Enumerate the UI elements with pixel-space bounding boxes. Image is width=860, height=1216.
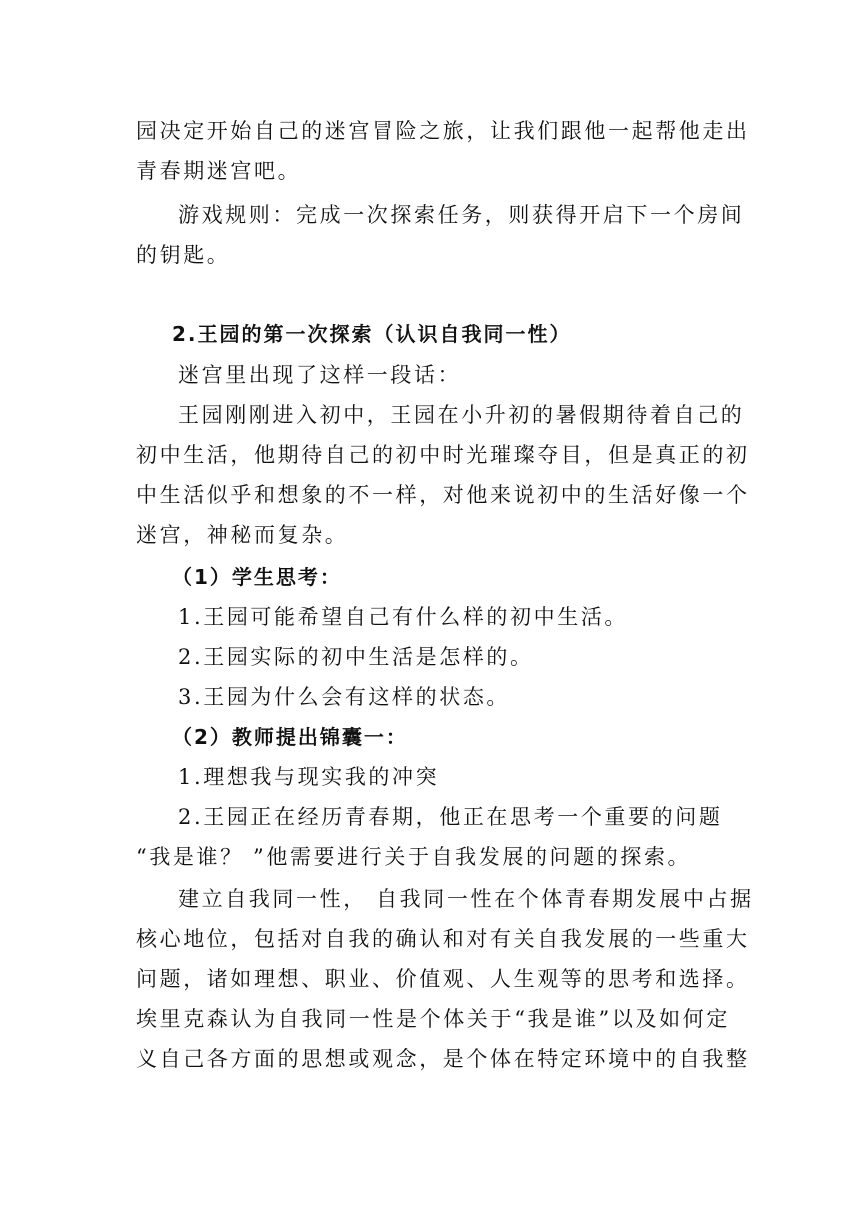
identity-line-4: 埃里克森认为自我同一性是个体关于“我是谁”以及如何定	[136, 1007, 730, 1031]
rules-line-1: 游戏规则：完成一次探索任务，则获得开启下一个房间	[178, 203, 745, 227]
story-line-4: 迷宫，神秘而复杂。	[136, 523, 349, 547]
section-heading: 2.王园的第一次探索（认识自我同一性）	[172, 322, 572, 346]
sub2-item-3: “我是谁？ ”他需要进行关于自我发展的问题的探索。	[136, 845, 692, 869]
rules-line-2: 的钥匙。	[136, 243, 231, 267]
sub1-item-3: 3.王园为什么会有这样的状态。	[178, 685, 511, 709]
identity-line-1: 建立自我同一性， 自我同一性在个体青春期发展中占据	[178, 887, 754, 911]
sub2-heading: （2）教师提出锦囊一：	[172, 725, 408, 749]
intro-line-1: 园决定开始自己的迷宫冒险之旅，让我们跟他一起帮他走出	[136, 119, 750, 143]
sub2-item-1: 1.理想我与现实我的冲突	[178, 765, 440, 789]
identity-line-2: 核心地位，包括对自我的确认和对有关自我发展的一些重大	[136, 927, 750, 951]
story-line-3: 中生活似乎和想象的不一样，对他来说初中的生活好像一个	[136, 483, 750, 507]
intro-line-2: 青春期迷宫吧。	[136, 159, 302, 183]
maze-intro: 迷宫里出现了这样一段话：	[178, 363, 462, 387]
identity-line-5: 义自己各方面的思想或观念，是个体在特定环境中的自我整	[136, 1047, 750, 1071]
sub1-item-1: 1.王园可能希望自己有什么样的初中生活。	[178, 605, 629, 629]
sub1-item-2: 2.王园实际的初中生活是怎样的。	[178, 645, 534, 669]
sub2-item-2: 2.王园正在经历青春期，他正在思考一个重要的问题	[178, 805, 723, 829]
sub1-heading: （1）学生思考：	[172, 565, 342, 589]
identity-line-3: 问题，诸如理想、职业、价值观、人生观等的思考和选择。	[136, 967, 750, 991]
story-line-2: 初中生活，他期待自己的初中时光璀璨夺目，但是真正的初	[136, 443, 750, 467]
story-line-1: 王园刚刚进入初中，王园在小升初的暑假期待着自己的	[178, 403, 745, 427]
